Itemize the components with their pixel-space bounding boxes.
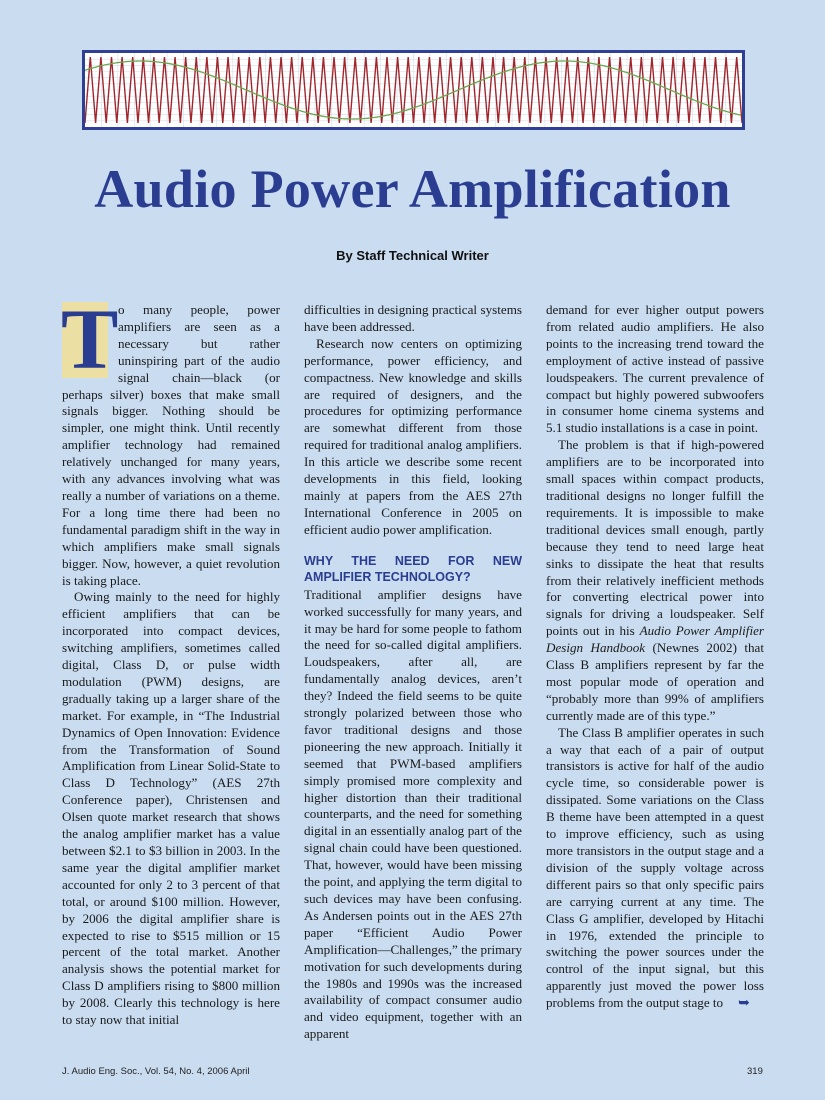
text-column-1 (61, 291, 280, 1029)
byline: By Staff Technical Writer (336, 248, 489, 263)
page-number: 319 (747, 1066, 763, 1077)
continue-arrow-icon: ➥ (738, 996, 750, 1012)
text-column-2 (304, 302, 522, 1043)
paragraph: T o many people, power amplifiers are seen as a necessary but rather uninspiring part of the audio signal chain—black (or perhaps silver) boxes that make small signals bigger. Nothing should be simpler, one might think. Until recently amplifier technology had remained relatively unchanged for many years, with any advances involving what was really a number of variations on a theme. For a long time there had been no fundamental paradigm shift in the way in which amplifiers make small signals bigger. Now, however, a quiet revolution is taking place. (61, 291, 280, 588)
paragraph: Research now centers on optimizing performance, power efficiency, and compactness. New knowledge and skills are required of designers, and the procedures for optimizing performance are somewhat different from those required for traditional analog amplifiers. In this article we describe some recent developments in this field, looking mainly at papers from the AES 27th International Conference in 2005 on efficient audio power amplification. (304, 335, 522, 537)
paragraph: difficulties in designing practical systems have been addressed. (304, 302, 522, 334)
text-column-3 (546, 302, 764, 1013)
drop-cap: T (61, 291, 119, 387)
paragraph: The problem is that if high-powered amplifiers are to be incorporated into small spaces within compact products, traditional designs no longer fulfill the requirements. It is impossible to make traditional devices small enough, partly because they tend to need large heat sinks to dissipate the heat that results from their relatively inefficient methods for converting electrical power into signals for driving a loudspeaker. Self points out in his Audio Power Amplifier Design Handbook (Newnes 2002) that Class B amplifiers represent by far the most popular mode of operation and “probably more than 99% of amplifiers currently made are of this type.” (546, 437, 765, 723)
section-heading: WHY THE NEED FOR NEW AMPLIFIER TECHNOLOGY? (304, 553, 522, 584)
pwm-waveform-graphic (85, 53, 742, 127)
paragraph: Owing mainly to the need for highly efficient amplifiers that can be incorporated into compact devices, switching amplifiers, sometimes called digital, Class D, or pulse width modulation (PWM) designs, are gradually taking up a larger share of the market. For example, in “The Industrial Dynamics of Open Innovation: Evidence from the Transformation of Sound Amplification from Linear Solid-State to Class D Technology” (AES 27th Conference paper), Christensen and Olsen quote market research that shows the analog amplifier market has a value between $2.1 to $3 billion in 2003. In the same year the digital amplifier market accounted for only 2 to 3 percent of that total, or around $100 million. However, by 2006 the digital amplifier share is expected to rise to $515 million or 15 percent of the total market. Another analysis shows the potential market for Class D amplifiers rising to $800 million by 2008. Clearly this technology is here to stay now that initial (62, 589, 280, 1028)
paragraph: The Class B amplifier operates in such a way that each of a pair of output transistors is active for half of the audio cycle time, so considerable power is dissipated. Some variations on the Class B theme have been attempted in a quest to improve efficiency, such as using more transistors in the output stage and a division of the supply voltage across different pairs so that only specific pairs are carrying current at any time. The Class G amplifier, developed by Hitachi in 1976, extended the principle to switching the power sources under the control of the input signal, but this apparently just moved the power loss problems from the output stage to ➥ (546, 724, 764, 1012)
article-title: Audio Power Amplification (94, 159, 731, 219)
pwm-waveform-banner (82, 50, 745, 130)
paragraph: demand for ever higher output powers from related audio amplifiers. He also points to the increasing trend toward the employment of active instead of passive loudspeakers. The current prevalence of compact but highly powered subwoofers in consumer home cinema systems and 5.1 studio installations is a case in point. (546, 302, 764, 436)
footer-citation: J. Audio Eng. Soc., Vol. 54, No. 4, 2006 April (62, 1066, 250, 1077)
paragraph: Traditional amplifier designs have worked successfully for many years, and it may be hard for some people to fathom the need for so-called digital amplifiers. Loudspeakers, after all, are fundamentally analog devices, aren’t they? Indeed the field seems to be quite strongly polarized between those who favor traditional designs and those pioneering the new approach. Initially it seemed that PWM-based amplifiers simply promised more complexity and higher distortion than their traditional counterparts, and the need for something digital in an essentially analog part of the signal chain could have been questioned. That, however, would have been missing the point, and applying the term digital to such devices may have been confusing. As Andersen points out in the AES 27th paper “Efficient Audio Power Amplification—Challenges,” the primary motivation for such developments during the 1980s and 1990s was the increased availability of compact consumer audio and video equipment, together with an apparent (304, 586, 522, 1042)
